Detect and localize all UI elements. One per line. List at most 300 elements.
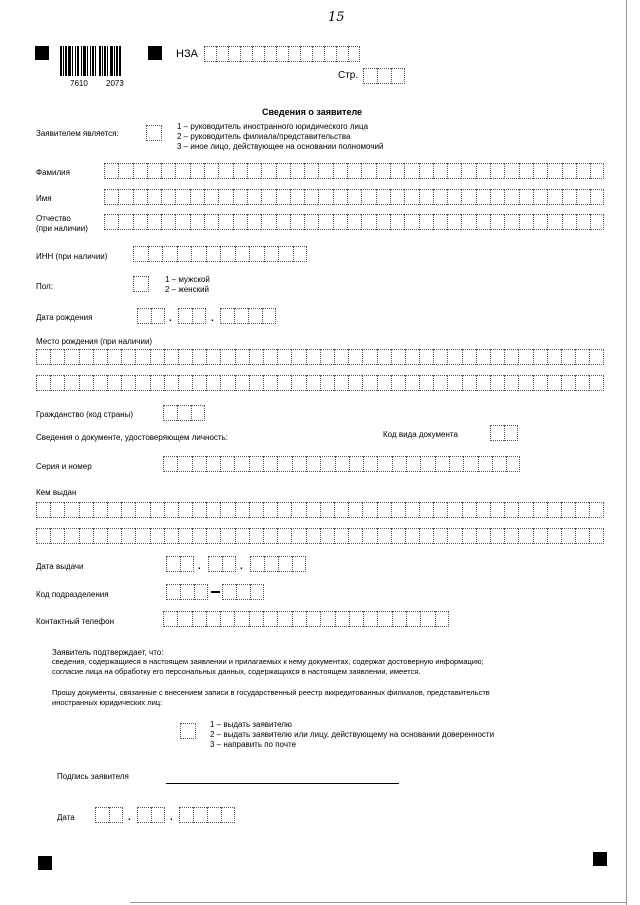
input-cell[interactable] bbox=[278, 246, 293, 262]
date-month-field[interactable] bbox=[137, 807, 165, 823]
input-cell[interactable] bbox=[164, 375, 178, 391]
birth-place-row-1[interactable] bbox=[36, 349, 604, 365]
input-cell[interactable] bbox=[300, 46, 312, 62]
input-cell[interactable] bbox=[248, 308, 262, 324]
input-cell[interactable] bbox=[391, 375, 405, 391]
input-cell[interactable] bbox=[178, 308, 192, 324]
input-cell[interactable] bbox=[490, 163, 504, 179]
input-cell[interactable] bbox=[50, 375, 64, 391]
input-cell[interactable] bbox=[390, 214, 404, 230]
input-cell[interactable] bbox=[420, 611, 434, 627]
input-cell[interactable] bbox=[192, 528, 206, 544]
input-cell[interactable] bbox=[392, 611, 406, 627]
input-cell[interactable] bbox=[533, 528, 547, 544]
input-cell[interactable] bbox=[150, 502, 164, 518]
input-cell[interactable] bbox=[191, 246, 206, 262]
input-cell[interactable] bbox=[107, 375, 121, 391]
input-cell[interactable] bbox=[206, 528, 220, 544]
input-cell[interactable] bbox=[334, 375, 348, 391]
input-cell[interactable] bbox=[180, 584, 194, 600]
input-cell[interactable] bbox=[164, 502, 178, 518]
input-cell[interactable] bbox=[64, 528, 78, 544]
input-cell[interactable] bbox=[137, 807, 151, 823]
input-cell[interactable] bbox=[291, 375, 305, 391]
input-cell[interactable] bbox=[504, 528, 518, 544]
input-cell[interactable] bbox=[347, 214, 361, 230]
input-cell[interactable] bbox=[133, 214, 147, 230]
input-cell[interactable] bbox=[419, 163, 433, 179]
input-cell[interactable] bbox=[277, 502, 291, 518]
input-cell[interactable] bbox=[104, 163, 118, 179]
input-cell[interactable] bbox=[547, 528, 561, 544]
input-cell[interactable] bbox=[291, 349, 305, 365]
input-cell[interactable] bbox=[476, 214, 490, 230]
input-cell[interactable] bbox=[447, 163, 461, 179]
nza-field[interactable] bbox=[204, 46, 360, 62]
input-cell[interactable] bbox=[64, 375, 78, 391]
input-cell[interactable] bbox=[180, 723, 196, 739]
input-cell[interactable] bbox=[461, 189, 475, 205]
input-cell[interactable] bbox=[235, 349, 249, 365]
input-cell[interactable] bbox=[476, 349, 490, 365]
input-cell[interactable] bbox=[561, 375, 575, 391]
input-cell[interactable] bbox=[320, 502, 334, 518]
input-cell[interactable] bbox=[320, 349, 334, 365]
birth-month-field[interactable] bbox=[178, 308, 206, 324]
input-cell[interactable] bbox=[247, 189, 261, 205]
input-cell[interactable] bbox=[405, 528, 419, 544]
input-cell[interactable] bbox=[166, 556, 180, 572]
input-cell[interactable] bbox=[447, 214, 461, 230]
input-cell[interactable] bbox=[419, 502, 433, 518]
input-cell[interactable] bbox=[218, 163, 232, 179]
input-cell[interactable] bbox=[363, 68, 377, 84]
input-cell[interactable] bbox=[519, 189, 533, 205]
input-cell[interactable] bbox=[490, 189, 504, 205]
input-cell[interactable] bbox=[533, 163, 547, 179]
input-cell[interactable] bbox=[377, 502, 391, 518]
input-cell[interactable] bbox=[135, 349, 149, 365]
input-cell[interactable] bbox=[333, 189, 347, 205]
birth-place-row-2[interactable] bbox=[36, 375, 604, 391]
input-cell[interactable] bbox=[476, 502, 490, 518]
patronymic-field[interactable] bbox=[104, 214, 604, 230]
input-cell[interactable] bbox=[204, 214, 218, 230]
date-day-field[interactable] bbox=[95, 807, 123, 823]
input-cell[interactable] bbox=[263, 456, 277, 472]
input-cell[interactable] bbox=[93, 502, 107, 518]
input-cell[interactable] bbox=[419, 375, 433, 391]
input-cell[interactable] bbox=[262, 308, 276, 324]
page-field[interactable] bbox=[363, 68, 405, 84]
input-cell[interactable] bbox=[179, 807, 193, 823]
input-cell[interactable] bbox=[312, 46, 324, 62]
input-cell[interactable] bbox=[433, 528, 447, 544]
input-cell[interactable] bbox=[250, 584, 264, 600]
documents-delivery-field[interactable] bbox=[180, 723, 196, 739]
input-cell[interactable] bbox=[161, 163, 175, 179]
input-cell[interactable] bbox=[208, 556, 222, 572]
applicant-type-field[interactable] bbox=[146, 125, 162, 141]
issue-month-field[interactable] bbox=[208, 556, 236, 572]
doc-type-code-field[interactable] bbox=[490, 425, 518, 441]
input-cell[interactable] bbox=[404, 163, 418, 179]
input-cell[interactable] bbox=[220, 308, 234, 324]
input-cell[interactable] bbox=[277, 528, 291, 544]
input-cell[interactable] bbox=[590, 214, 604, 230]
input-cell[interactable] bbox=[135, 502, 149, 518]
input-cell[interactable] bbox=[290, 163, 304, 179]
input-cell[interactable] bbox=[277, 349, 291, 365]
input-cell[interactable] bbox=[146, 125, 162, 141]
input-cell[interactable] bbox=[433, 349, 447, 365]
sex-field[interactable] bbox=[133, 276, 149, 292]
input-cell[interactable] bbox=[104, 214, 118, 230]
input-cell[interactable] bbox=[175, 163, 189, 179]
input-cell[interactable] bbox=[288, 46, 300, 62]
input-cell[interactable] bbox=[264, 46, 276, 62]
input-cell[interactable] bbox=[304, 214, 318, 230]
input-cell[interactable] bbox=[206, 456, 220, 472]
input-cell[interactable] bbox=[490, 349, 504, 365]
input-cell[interactable] bbox=[233, 189, 247, 205]
input-cell[interactable] bbox=[192, 456, 206, 472]
input-cell[interactable] bbox=[204, 46, 216, 62]
input-cell[interactable] bbox=[277, 456, 291, 472]
input-cell[interactable] bbox=[150, 528, 164, 544]
input-cell[interactable] bbox=[121, 528, 135, 544]
input-cell[interactable] bbox=[249, 246, 264, 262]
input-cell[interactable] bbox=[118, 214, 132, 230]
input-cell[interactable] bbox=[193, 807, 207, 823]
input-cell[interactable] bbox=[233, 214, 247, 230]
input-cell[interactable] bbox=[79, 375, 93, 391]
input-cell[interactable] bbox=[306, 456, 320, 472]
input-cell[interactable] bbox=[376, 163, 390, 179]
input-cell[interactable] bbox=[206, 502, 220, 518]
input-cell[interactable] bbox=[277, 611, 291, 627]
input-cell[interactable] bbox=[518, 502, 532, 518]
input-cell[interactable] bbox=[276, 46, 288, 62]
input-cell[interactable] bbox=[121, 349, 135, 365]
input-cell[interactable] bbox=[175, 214, 189, 230]
input-cell[interactable] bbox=[292, 556, 306, 572]
input-cell[interactable] bbox=[320, 528, 334, 544]
input-cell[interactable] bbox=[36, 528, 50, 544]
input-cell[interactable] bbox=[306, 502, 320, 518]
input-cell[interactable] bbox=[249, 349, 263, 365]
input-cell[interactable] bbox=[333, 214, 347, 230]
input-cell[interactable] bbox=[206, 611, 220, 627]
input-cell[interactable] bbox=[290, 214, 304, 230]
input-cell[interactable] bbox=[264, 556, 278, 572]
input-cell[interactable] bbox=[177, 611, 191, 627]
input-cell[interactable] bbox=[377, 456, 391, 472]
input-cell[interactable] bbox=[362, 375, 376, 391]
input-cell[interactable] bbox=[348, 528, 362, 544]
input-cell[interactable] bbox=[533, 375, 547, 391]
input-cell[interactable] bbox=[324, 46, 336, 62]
input-cell[interactable] bbox=[391, 502, 405, 518]
input-cell[interactable] bbox=[334, 349, 348, 365]
input-cell[interactable] bbox=[419, 214, 433, 230]
input-cell[interactable] bbox=[589, 528, 603, 544]
input-cell[interactable] bbox=[547, 349, 561, 365]
input-cell[interactable] bbox=[133, 163, 147, 179]
input-cell[interactable] bbox=[575, 349, 589, 365]
input-cell[interactable] bbox=[247, 163, 261, 179]
input-cell[interactable] bbox=[192, 349, 206, 365]
input-cell[interactable] bbox=[306, 528, 320, 544]
input-cell[interactable] bbox=[263, 375, 277, 391]
input-cell[interactable] bbox=[249, 456, 263, 472]
input-cell[interactable] bbox=[191, 405, 205, 421]
input-cell[interactable] bbox=[589, 375, 603, 391]
input-cell[interactable] bbox=[192, 611, 206, 627]
input-cell[interactable] bbox=[377, 68, 391, 84]
input-cell[interactable] bbox=[435, 456, 449, 472]
inn-field[interactable] bbox=[133, 246, 307, 262]
input-cell[interactable] bbox=[50, 528, 64, 544]
input-cell[interactable] bbox=[462, 528, 476, 544]
input-cell[interactable] bbox=[391, 68, 405, 84]
input-cell[interactable] bbox=[391, 349, 405, 365]
input-cell[interactable] bbox=[276, 189, 290, 205]
input-cell[interactable] bbox=[447, 502, 461, 518]
input-cell[interactable] bbox=[263, 528, 277, 544]
input-cell[interactable] bbox=[64, 502, 78, 518]
input-cell[interactable] bbox=[590, 163, 604, 179]
input-cell[interactable] bbox=[220, 375, 234, 391]
input-cell[interactable] bbox=[118, 189, 132, 205]
input-cell[interactable] bbox=[575, 502, 589, 518]
input-cell[interactable] bbox=[406, 456, 420, 472]
input-cell[interactable] bbox=[36, 375, 50, 391]
input-cell[interactable] bbox=[405, 375, 419, 391]
input-cell[interactable] bbox=[589, 349, 603, 365]
phone-field[interactable] bbox=[163, 611, 449, 627]
input-cell[interactable] bbox=[133, 276, 149, 292]
input-cell[interactable] bbox=[547, 189, 561, 205]
input-cell[interactable] bbox=[476, 528, 490, 544]
input-cell[interactable] bbox=[222, 556, 236, 572]
input-cell[interactable] bbox=[292, 456, 306, 472]
input-cell[interactable] bbox=[220, 349, 234, 365]
input-cell[interactable] bbox=[576, 214, 590, 230]
input-cell[interactable] bbox=[249, 611, 263, 627]
input-cell[interactable] bbox=[334, 528, 348, 544]
input-cell[interactable] bbox=[576, 163, 590, 179]
input-cell[interactable] bbox=[247, 214, 261, 230]
input-cell[interactable] bbox=[533, 502, 547, 518]
input-cell[interactable] bbox=[163, 456, 177, 472]
input-cell[interactable] bbox=[278, 556, 292, 572]
input-cell[interactable] bbox=[476, 163, 490, 179]
input-cell[interactable] bbox=[150, 375, 164, 391]
input-cell[interactable] bbox=[161, 189, 175, 205]
input-cell[interactable] bbox=[490, 214, 504, 230]
input-cell[interactable] bbox=[433, 163, 447, 179]
input-cell[interactable] bbox=[361, 189, 375, 205]
input-cell[interactable] bbox=[348, 502, 362, 518]
input-cell[interactable] bbox=[36, 502, 50, 518]
input-cell[interactable] bbox=[490, 528, 504, 544]
issued-by-row-2[interactable] bbox=[36, 528, 604, 544]
input-cell[interactable] bbox=[250, 556, 264, 572]
input-cell[interactable] bbox=[79, 528, 93, 544]
input-cell[interactable] bbox=[177, 456, 191, 472]
input-cell[interactable] bbox=[235, 528, 249, 544]
input-cell[interactable] bbox=[363, 611, 377, 627]
input-cell[interactable] bbox=[204, 189, 218, 205]
input-cell[interactable] bbox=[164, 528, 178, 544]
input-cell[interactable] bbox=[118, 163, 132, 179]
input-cell[interactable] bbox=[447, 528, 461, 544]
input-cell[interactable] bbox=[263, 349, 277, 365]
input-cell[interactable] bbox=[361, 214, 375, 230]
input-cell[interactable] bbox=[135, 528, 149, 544]
input-cell[interactable] bbox=[293, 246, 308, 262]
input-cell[interactable] bbox=[533, 189, 547, 205]
input-cell[interactable] bbox=[404, 189, 418, 205]
input-cell[interactable] bbox=[406, 611, 420, 627]
input-cell[interactable] bbox=[166, 584, 180, 600]
division-code-field-1[interactable] bbox=[166, 584, 208, 600]
input-cell[interactable] bbox=[234, 611, 248, 627]
input-cell[interactable] bbox=[190, 163, 204, 179]
input-cell[interactable] bbox=[263, 502, 277, 518]
input-cell[interactable] bbox=[93, 528, 107, 544]
input-cell[interactable] bbox=[235, 502, 249, 518]
input-cell[interactable] bbox=[220, 502, 234, 518]
input-cell[interactable] bbox=[194, 584, 208, 600]
input-cell[interactable] bbox=[547, 163, 561, 179]
input-cell[interactable] bbox=[50, 502, 64, 518]
input-cell[interactable] bbox=[180, 556, 194, 572]
input-cell[interactable] bbox=[363, 456, 377, 472]
input-cell[interactable] bbox=[178, 375, 192, 391]
input-cell[interactable] bbox=[164, 349, 178, 365]
input-cell[interactable] bbox=[276, 214, 290, 230]
series-number-field[interactable] bbox=[163, 456, 520, 472]
input-cell[interactable] bbox=[506, 456, 520, 472]
input-cell[interactable] bbox=[405, 502, 419, 518]
input-cell[interactable] bbox=[349, 611, 363, 627]
input-cell[interactable] bbox=[419, 189, 433, 205]
input-cell[interactable] bbox=[249, 375, 263, 391]
input-cell[interactable] bbox=[135, 375, 149, 391]
input-cell[interactable] bbox=[178, 528, 192, 544]
input-cell[interactable] bbox=[433, 214, 447, 230]
input-cell[interactable] bbox=[420, 456, 434, 472]
input-cell[interactable] bbox=[547, 375, 561, 391]
input-cell[interactable] bbox=[589, 502, 603, 518]
input-cell[interactable] bbox=[390, 189, 404, 205]
input-cell[interactable] bbox=[476, 375, 490, 391]
input-cell[interactable] bbox=[304, 163, 318, 179]
name-field[interactable] bbox=[104, 189, 604, 205]
input-cell[interactable] bbox=[263, 611, 277, 627]
input-cell[interactable] bbox=[151, 807, 165, 823]
input-cell[interactable] bbox=[376, 189, 390, 205]
input-cell[interactable] bbox=[218, 189, 232, 205]
input-cell[interactable] bbox=[204, 163, 218, 179]
input-cell[interactable] bbox=[192, 375, 206, 391]
input-cell[interactable] bbox=[391, 528, 405, 544]
input-cell[interactable] bbox=[347, 163, 361, 179]
input-cell[interactable] bbox=[95, 807, 109, 823]
input-cell[interactable] bbox=[93, 349, 107, 365]
input-cell[interactable] bbox=[318, 189, 332, 205]
birth-year-field[interactable] bbox=[220, 308, 276, 324]
input-cell[interactable] bbox=[261, 189, 275, 205]
input-cell[interactable] bbox=[290, 189, 304, 205]
date-year-field[interactable] bbox=[179, 807, 235, 823]
input-cell[interactable] bbox=[291, 502, 305, 518]
input-cell[interactable] bbox=[419, 528, 433, 544]
input-cell[interactable] bbox=[335, 611, 349, 627]
input-cell[interactable] bbox=[306, 349, 320, 365]
input-cell[interactable] bbox=[318, 163, 332, 179]
input-cell[interactable] bbox=[234, 456, 248, 472]
surname-field[interactable] bbox=[104, 163, 604, 179]
input-cell[interactable] bbox=[292, 611, 306, 627]
input-cell[interactable] bbox=[36, 349, 50, 365]
input-cell[interactable] bbox=[147, 189, 161, 205]
input-cell[interactable] bbox=[348, 349, 362, 365]
input-cell[interactable] bbox=[206, 246, 221, 262]
input-cell[interactable] bbox=[222, 584, 236, 600]
input-cell[interactable] bbox=[462, 502, 476, 518]
input-cell[interactable] bbox=[562, 214, 576, 230]
input-cell[interactable] bbox=[318, 214, 332, 230]
signature-line[interactable] bbox=[166, 783, 399, 784]
input-cell[interactable] bbox=[433, 375, 447, 391]
input-cell[interactable] bbox=[178, 502, 192, 518]
input-cell[interactable] bbox=[433, 502, 447, 518]
input-cell[interactable] bbox=[461, 163, 475, 179]
input-cell[interactable] bbox=[476, 189, 490, 205]
input-cell[interactable] bbox=[504, 502, 518, 518]
input-cell[interactable] bbox=[177, 246, 192, 262]
input-cell[interactable] bbox=[333, 163, 347, 179]
input-cell[interactable] bbox=[306, 375, 320, 391]
citizenship-field[interactable] bbox=[163, 405, 205, 421]
input-cell[interactable] bbox=[220, 528, 234, 544]
input-cell[interactable] bbox=[449, 456, 463, 472]
input-cell[interactable] bbox=[148, 246, 163, 262]
input-cell[interactable] bbox=[304, 189, 318, 205]
input-cell[interactable] bbox=[447, 349, 461, 365]
input-cell[interactable] bbox=[461, 214, 475, 230]
input-cell[interactable] bbox=[547, 502, 561, 518]
input-cell[interactable] bbox=[147, 163, 161, 179]
input-cell[interactable] bbox=[362, 349, 376, 365]
input-cell[interactable] bbox=[64, 349, 78, 365]
input-cell[interactable] bbox=[161, 214, 175, 230]
input-cell[interactable] bbox=[150, 349, 164, 365]
input-cell[interactable] bbox=[306, 611, 320, 627]
input-cell[interactable] bbox=[518, 528, 532, 544]
issue-day-field[interactable] bbox=[166, 556, 194, 572]
input-cell[interactable] bbox=[235, 375, 249, 391]
input-cell[interactable] bbox=[107, 349, 121, 365]
input-cell[interactable] bbox=[576, 189, 590, 205]
input-cell[interactable] bbox=[133, 246, 148, 262]
input-cell[interactable] bbox=[561, 502, 575, 518]
input-cell[interactable] bbox=[348, 375, 362, 391]
input-cell[interactable] bbox=[419, 349, 433, 365]
